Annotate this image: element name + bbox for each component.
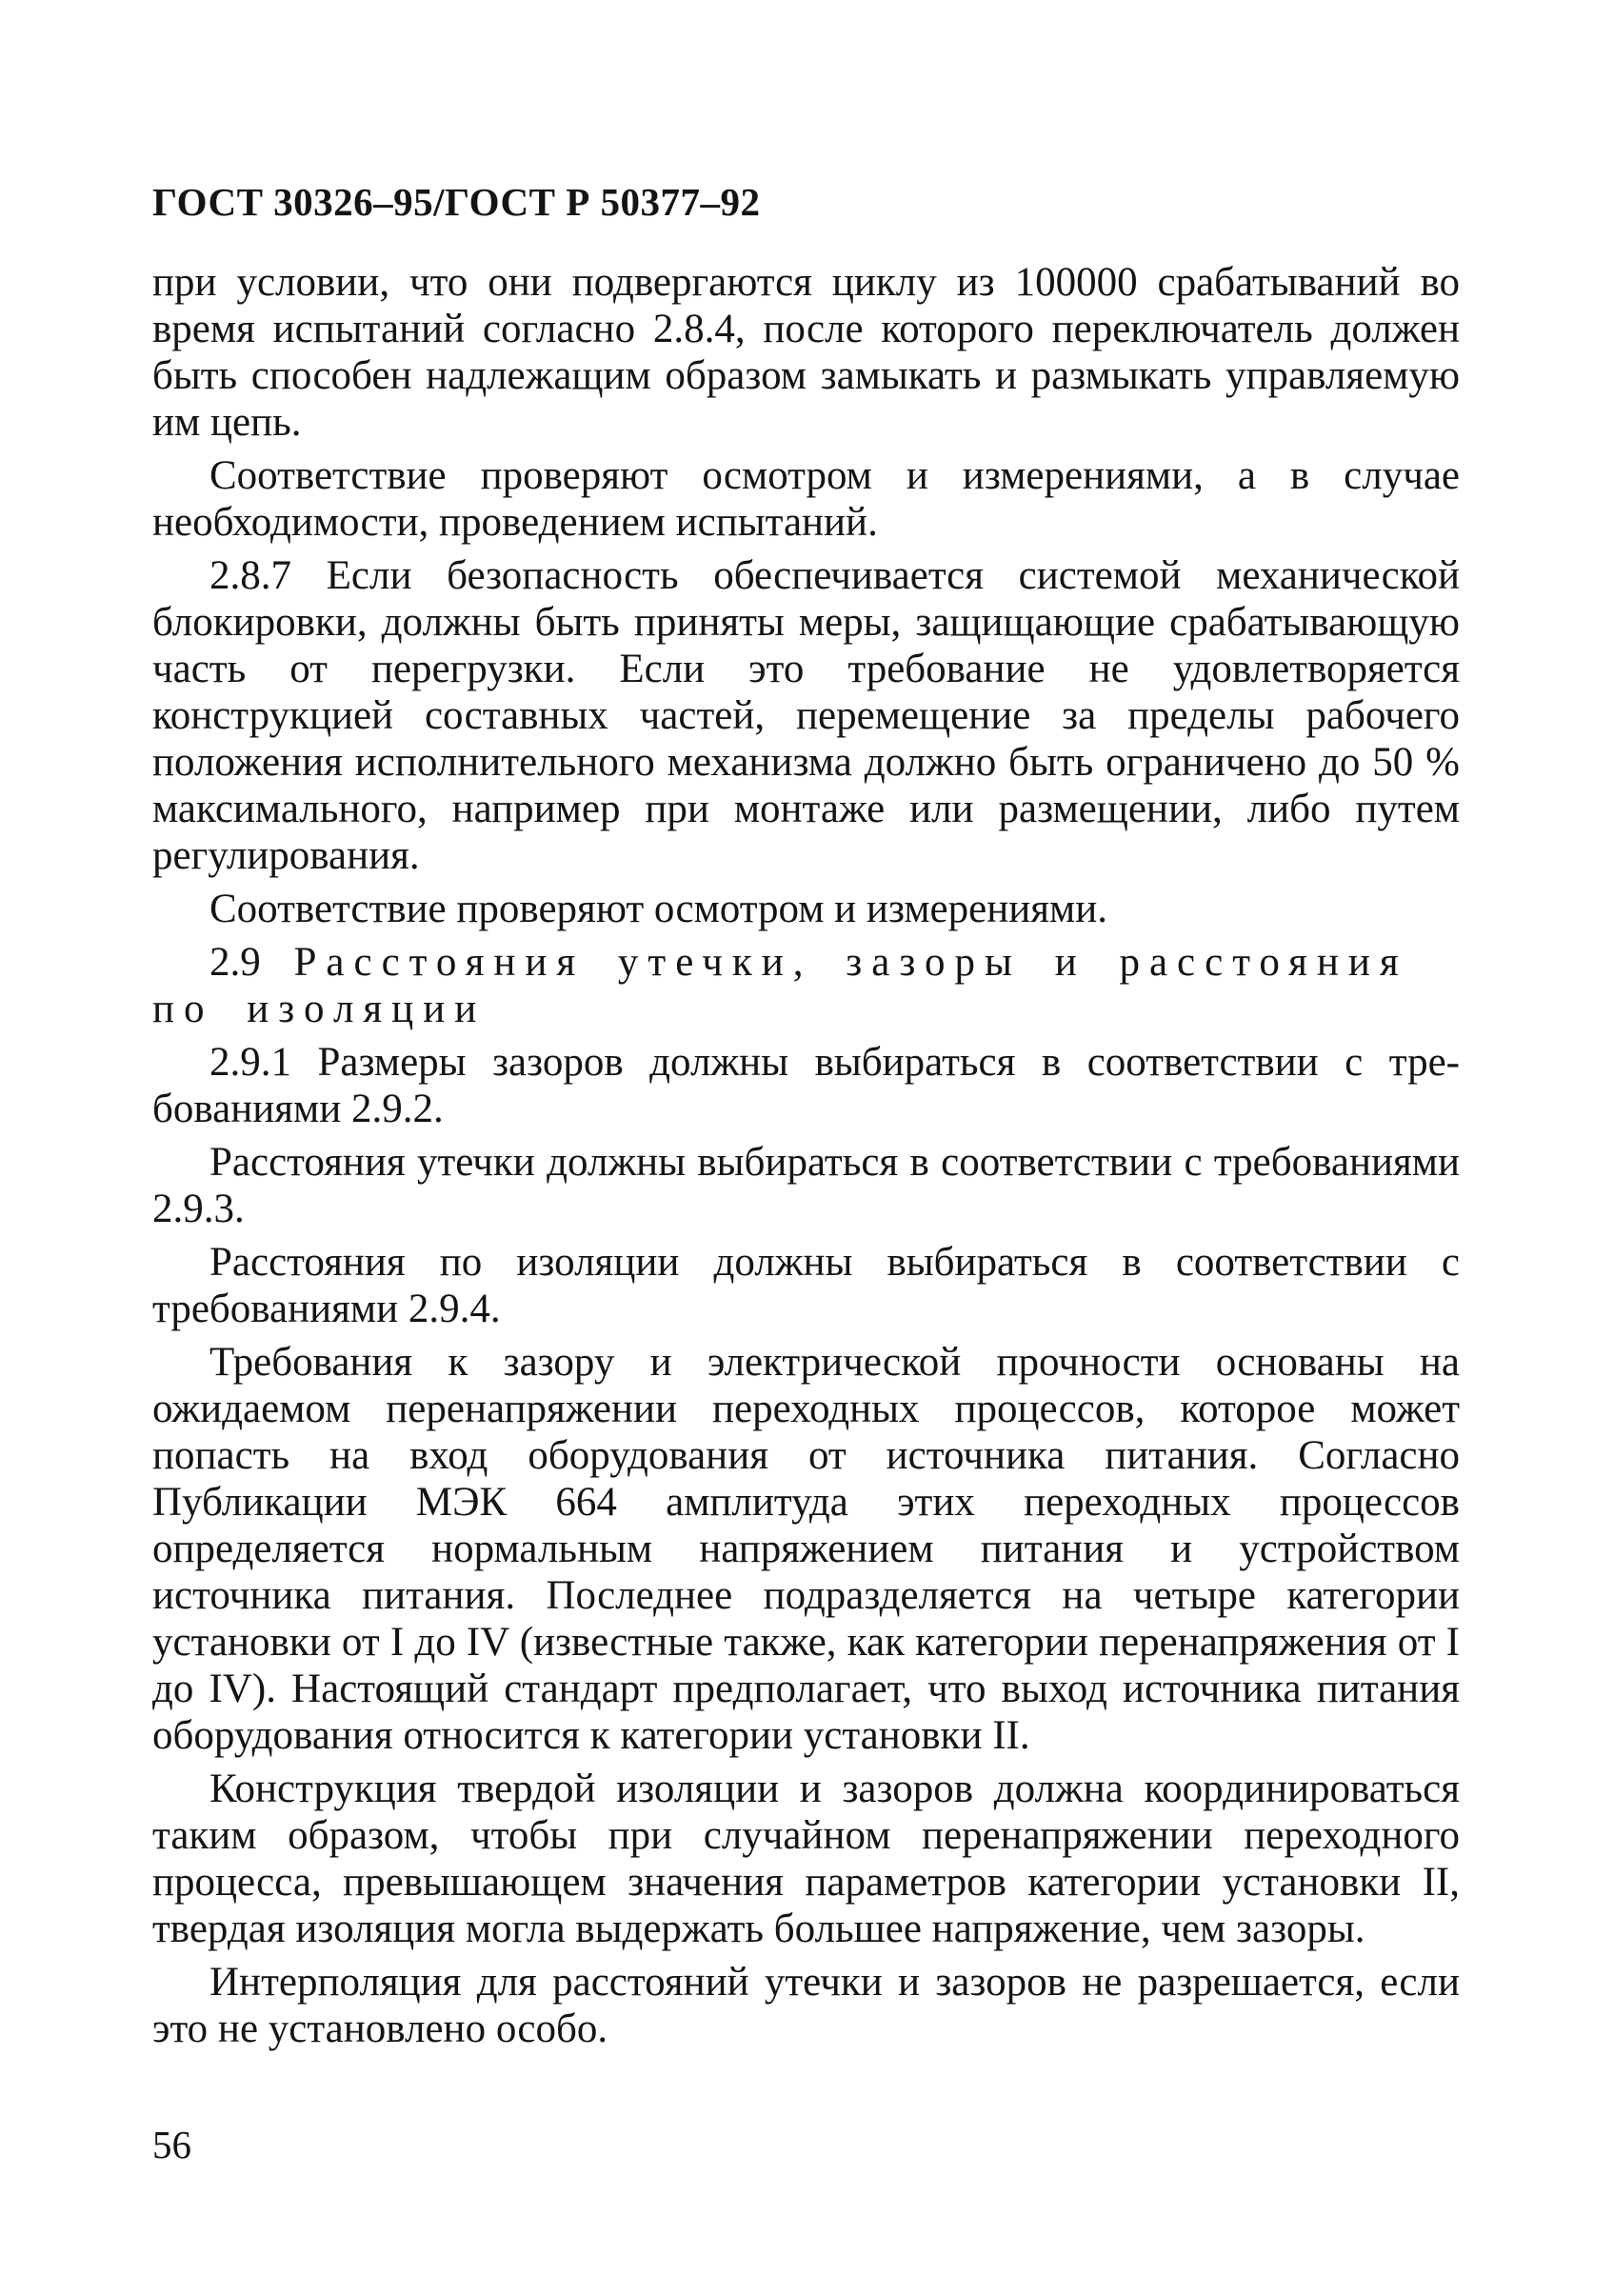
section-heading-2-9: [152, 939, 1460, 1032]
paragraph-construction: Конструкция твердой изоляции и зазоров должна координироваться таким образом, чтобы при случайном перенапряжении переходного процесса, превышающем значения параметров категории установки II, твердая изоляция могла выдержать большее напряжение, чем зазоры.: [152, 1767, 1460, 1951]
paragraph-compliance-1: Соответствие проверяют осмотром и измерениями, а в случае необходимости, проведением испытаний.: [152, 453, 1460, 545]
paragraph-insulation: Расстояния по изоляции должны выбираться в соответствии с требованиями 2.9.4.: [152, 1240, 1460, 1331]
paragraph-creepage: Расстояния утечки должны выбираться в соответствии с требованиями 2.9.3.: [152, 1140, 1460, 1231]
paragraph-compliance-2: Соответствие проверяют осмотром и измерениями.: [209, 887, 1107, 931]
page-number: 56: [152, 2123, 191, 2166]
document-header: ГОСТ 30326–95/ГОСТ Р 50377–92: [152, 180, 761, 224]
section-title: Расстояния утечки, зазоры и расстояния по изоляции: [152, 940, 1408, 1031]
paragraph-continuation: при условии, что они подвергаются циклу из 100000 срабатываний во время испытаний согласно 2.8.4, после которого переключатель должен быть способен надлежащим образом замыкать и размыкать управляемую им цепь.: [152, 260, 1460, 445]
paragraph-interpolation: Интерполяция для расстояний утечки и зазоров не разрешается, если это не установлено особо.: [152, 1960, 1460, 2051]
paragraph-requirements: Требования к зазору и электрической прочности основаны на ожидаемом перенапряжении переходных процессов, которое может попасть на вход оборудования от источника питания. Согласно Публикации МЭК 664 амплитуда этих переходных процессов определяется нормальным напряжением питания и устройством источника питания. Последнее подразделяется на четыре категории установки от I до IV (известные также, как категории перенапряжения от I до IV). Настоящий стандарт предполагает, что выход источника питания оборудования относится к категории установки II.: [152, 1340, 1460, 1758]
paragraph-2-8-7: 2.8.7 Если безопасность обеспечивается системой механической блокировки, должны быть приняты меры, защищающие срабатывающую часть от перегрузки. Если это требование не удовлетворяется конструкцией составных частей, перемещение за пределы рабочего положения исполнительного механизма должно быть ограничено до 50 % максимального, например при монтаже или размещении, либо путем регулирования.: [152, 553, 1460, 878]
document-body: [152, 259, 1460, 2059]
paragraph-2-9-1: 2.9.1 Размеры зазоров должны выбираться в соответствии с требованиями 2.9.2.: [152, 1040, 1460, 1131]
section-number: 2.9: [209, 940, 261, 985]
